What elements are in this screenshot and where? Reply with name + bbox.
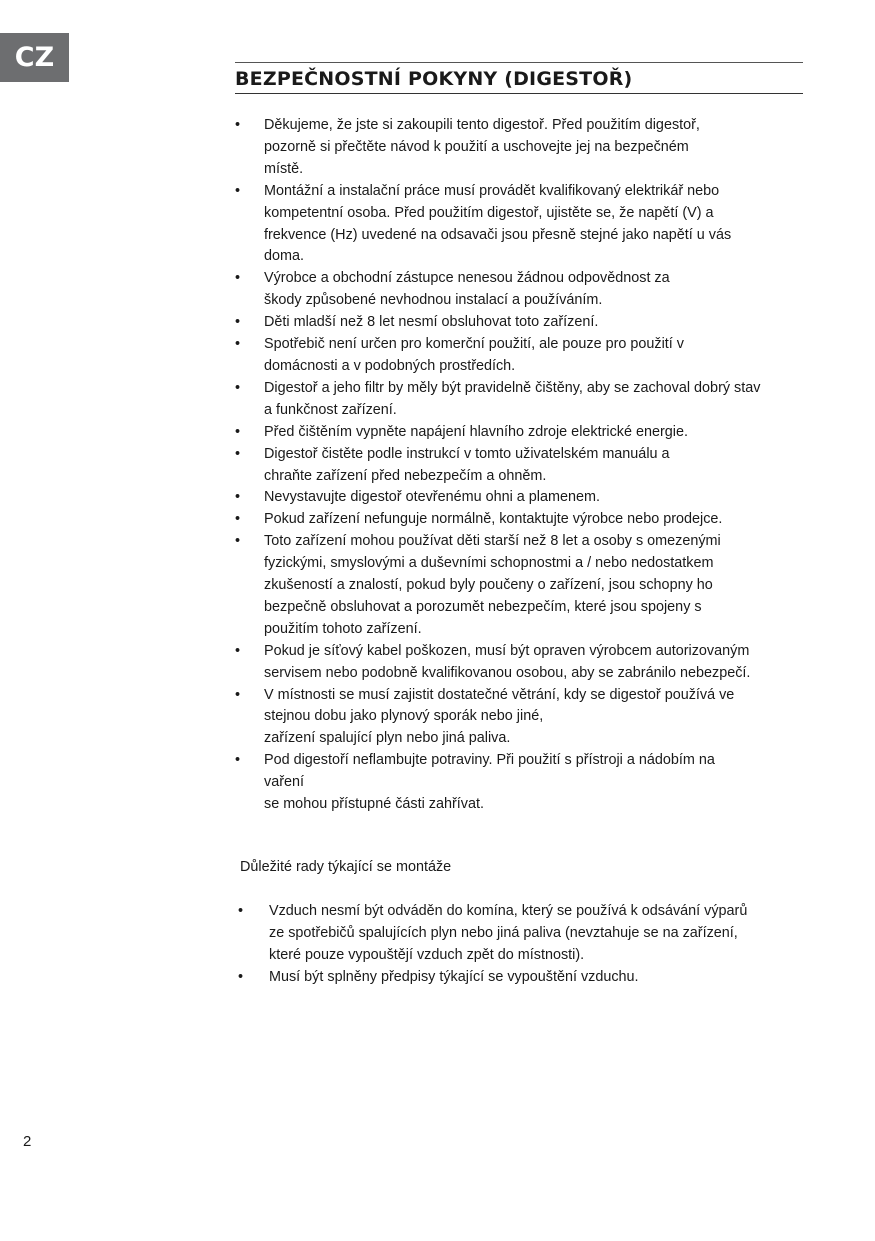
safety-item	[235, 268, 800, 312]
installation-item	[238, 900, 798, 966]
safety-item-line: kompetentní osoba. Před použitím digestoř, ujistěte se, že napětí (V) a	[264, 204, 714, 221]
safety-item	[235, 487, 800, 509]
safety-item-line: • Nevystavujte digestoř otevřenému ohni a plamenem.	[264, 489, 600, 506]
safety-item	[235, 750, 800, 816]
safety-instructions-list	[235, 115, 800, 816]
installation-tips-list	[238, 900, 798, 988]
safety-item-line: • Pokud je síťový kabel poškozen, musí být opraven výrobcem autorizovaným	[264, 642, 750, 659]
page-number: 2	[23, 1133, 32, 1150]
safety-item	[235, 531, 800, 641]
safety-item	[235, 444, 800, 488]
safety-item	[235, 181, 800, 269]
installation-item-line: • Musí být splněny předpisy týkající se vypouštění vzduchu.	[269, 969, 639, 985]
safety-item-line: se mohou přístupné části zahřívat.	[264, 796, 484, 813]
safety-item-line: použitím tohoto zařízení.	[264, 620, 422, 637]
safety-item	[235, 115, 800, 181]
safety-item-line: • Digestoř a jeho filtr by měly být pravidelně čištěny, aby se zachoval dobrý stav	[264, 379, 761, 396]
safety-item-line: zařízení spalující plyn nebo jiná paliva.	[264, 730, 511, 747]
safety-item-line: škody způsobené nevhodnou instalací a používáním.	[264, 292, 603, 309]
safety-item-line: fyzickými, smyslovými a duševními schopnostmi a / nebo nedostatkem	[264, 555, 714, 572]
safety-item-line: • Toto zařízení mohou používat děti starší než 8 let a osoby s omezenými	[264, 533, 721, 550]
installation-heading: Důležité rady týkající se montáže	[240, 859, 452, 875]
safety-item-line: • Pod digestoří neflambujte potraviny. Při použití s přístroji a nádobím na	[264, 752, 715, 769]
safety-item-line: servisem nebo podobně kvalifikovanou osobou, aby se zabránilo nebezpečí.	[264, 664, 751, 681]
safety-item	[235, 312, 800, 334]
safety-item-line: • Digestoř čistěte podle instrukcí v tomto uživatelském manuálu a	[264, 445, 670, 462]
page-title: BEZPEČNOSTNÍ POKYNY (DIGESTOŘ)	[235, 62, 803, 94]
safety-item-line: místě.	[264, 160, 304, 177]
installation-item	[238, 966, 798, 988]
safety-item-line: • Montážní a instalační práce musí provádět kvalifikovaný elektrikář nebo	[264, 182, 720, 199]
safety-item-line: vaření	[264, 774, 304, 791]
language-badge: CZ	[0, 33, 69, 82]
safety-item-line: • V místnosti se musí zajistit dostatečné větrání, kdy se digestoř používá ve	[264, 686, 735, 703]
safety-item	[235, 378, 800, 422]
safety-item-line: bezpečně obsluhovat a porozumět nebezpečím, které jsou spojeny s	[264, 598, 702, 615]
safety-item-line: doma.	[264, 248, 304, 265]
safety-item-line: zkušeností a znalostí, pokud byly poučeny o zařízení, jsou schopny ho	[264, 577, 713, 594]
installation-item-line: které pouze vypouštějí vzduch zpět do místnosti).	[269, 947, 585, 963]
safety-item-line: • Před čištěním vypněte napájení hlavního zdroje elektrické energie.	[264, 423, 688, 440]
safety-item-line: frekvence (Hz) uvedené na odsavači jsou přesně stejné jako napětí u vás	[264, 226, 732, 243]
safety-item-line: stejnou dobu jako plynový sporák nebo jiné,	[264, 708, 544, 725]
safety-item-line: • Pokud zařízení nefunguje normálně, kontaktujte výrobce nebo prodejce.	[264, 511, 723, 528]
installation-item-line: ze spotřebičů spalujících plyn nebo jiná paliva (nevztahuje se na zařízení,	[269, 925, 738, 941]
safety-item	[235, 685, 800, 751]
safety-item	[235, 334, 800, 378]
safety-item	[235, 422, 800, 444]
safety-item-line: • Výrobce a obchodní zástupce nenesou žádnou odpovědnost za	[264, 270, 670, 287]
safety-item-line: domácnosti a v podobných prostředích.	[264, 357, 516, 374]
installation-item-line: • Vzduch nesmí být odváděn do komína, který se používá k odsávání výparů	[269, 903, 748, 919]
safety-item-line: • Spotřebič není určen pro komerční použití, ale pouze pro použití v	[264, 336, 684, 353]
safety-item-line: chraňte zařízení před nebezpečím a ohněm.	[264, 467, 547, 484]
safety-item-line: pozorně si přečtěte návod k použití a uschovejte jej na bezpečném	[264, 138, 689, 155]
safety-item	[235, 509, 800, 531]
safety-item-line: a funkčnost zařízení.	[264, 401, 397, 418]
safety-item-line: • Děti mladší než 8 let nesmí obsluhovat toto zařízení.	[264, 314, 599, 331]
safety-item-line: • Děkujeme, že jste si zakoupili tento digestoř. Před použitím digestoř,	[264, 117, 700, 133]
safety-item	[235, 641, 800, 685]
